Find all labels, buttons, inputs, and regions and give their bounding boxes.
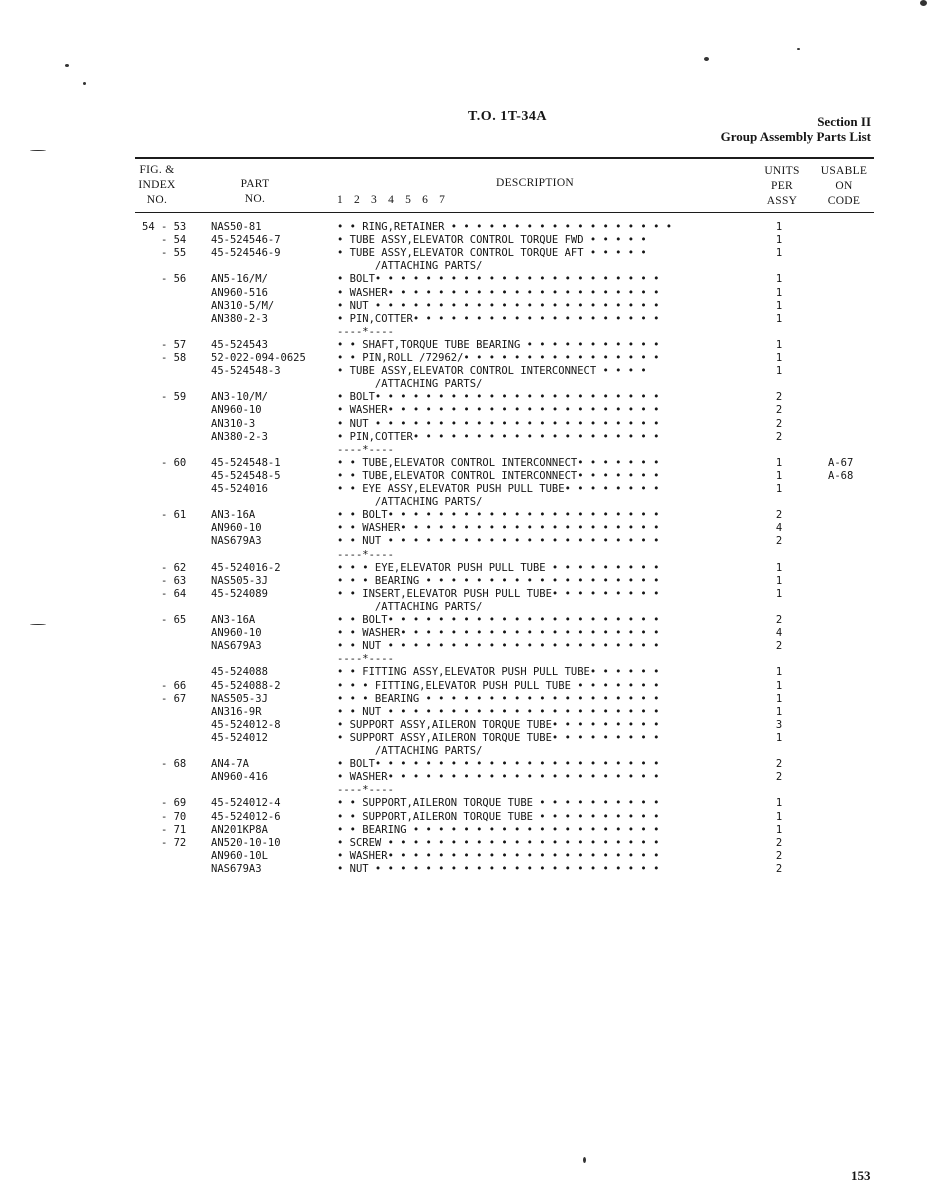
part-number: AN3-16A <box>211 509 256 522</box>
part-number: 45-524016-2 <box>211 561 281 574</box>
index-number: - 63 <box>142 574 187 587</box>
description: • WASHER• • • • • • • • • • • • • • • • • • • • • • <box>337 849 660 862</box>
part-number: 45-524088-2 <box>211 679 281 692</box>
description: • • • BEARING • • • • • • • • • • • • • • • • • • • <box>337 574 660 587</box>
part-number: 45-524088 <box>211 666 268 679</box>
table-row <box>0 824 927 837</box>
part-number: 45-524546-9 <box>211 247 281 260</box>
units-per-assy: 2 <box>775 640 783 653</box>
units-per-assy: 2 <box>775 862 783 875</box>
units-per-assy: 1 <box>775 234 783 247</box>
description: • TUBE ASSY,ELEVATOR CONTROL TORQUE AFT • • • • • <box>337 247 647 260</box>
index-number: - 59 <box>142 391 187 404</box>
part-number: AN4-7A <box>211 758 249 771</box>
units-per-assy: 2 <box>775 836 783 849</box>
column-header-usable <box>815 164 873 209</box>
document-number: T.O. 1T-34A <box>468 109 548 124</box>
part-number: 45-524089 <box>211 587 268 600</box>
units-per-assy: 2 <box>775 509 783 522</box>
part-number: AN201KP8A <box>211 823 268 836</box>
part-number: AN960-516 <box>211 286 268 299</box>
description: • SUPPORT ASSY,AILERON TORQUE TUBE• • • • • • • • • <box>337 731 660 744</box>
table-row <box>0 287 927 300</box>
units-per-assy: 1 <box>775 352 783 364</box>
table-row <box>0 457 927 470</box>
units-per-assy: 1 <box>775 574 783 587</box>
description: • • • EYE,ELEVATOR PUSH PULL TUBE • • • • • • • • • <box>337 561 660 574</box>
part-number: NAS679A3 <box>211 640 262 653</box>
description: • NUT • • • • • • • • • • • • • • • • • • • • • • • <box>337 417 660 430</box>
units-per-assy: 1 <box>775 299 783 312</box>
part-number: AN960-10 <box>211 627 262 640</box>
description: • • SHAFT,TORQUE TUBE BEARING • • • • • • • • • • • <box>337 338 660 351</box>
table-row <box>0 273 927 286</box>
column-header-units-line2: PER <box>771 180 793 192</box>
usable-on-code: A-68 <box>828 469 854 482</box>
index-number: - 68 <box>142 758 187 771</box>
part-number: 45-524548-5 <box>211 469 281 482</box>
table-row <box>0 837 927 850</box>
units-per-assy: 4 <box>775 627 783 640</box>
column-header-fig-line3: NO. <box>146 194 168 206</box>
description: • • NUT • • • • • • • • • • • • • • • • • • • • • • <box>337 705 660 718</box>
column-header-indent-levels: 1 2 3 4 5 6 7 <box>337 194 450 206</box>
usable-on-code: A-67 <box>828 456 854 469</box>
description: ----*---- <box>337 548 394 561</box>
table-row <box>0 234 927 247</box>
table-row <box>0 313 927 326</box>
description: • • SUPPORT,AILERON TORQUE TUBE • • • • • • • • • • <box>337 810 660 823</box>
description: • • BEARING • • • • • • • • • • • • • • • • • • • • <box>337 823 660 836</box>
index-number: - 56 <box>142 273 187 286</box>
description: • TUBE ASSY,ELEVATOR CONTROL INTERCONNECT • • • • <box>337 365 647 378</box>
units-per-assy: 2 <box>775 771 783 784</box>
table-row <box>0 418 927 431</box>
table-row <box>0 509 927 522</box>
units-per-assy: 1 <box>775 365 783 378</box>
scan-speck <box>704 57 709 61</box>
description: • BOLT• • • • • • • • • • • • • • • • • • • • • • • <box>337 391 660 404</box>
part-number: NAS505-3J <box>211 692 268 705</box>
column-header-fig-line1: FIG. & <box>139 164 175 176</box>
index-number: - 66 <box>142 679 187 692</box>
part-number: AN3-16A <box>211 614 256 626</box>
part-number: NAS505-3J <box>211 574 268 587</box>
description: • • INSERT,ELEVATOR PUSH PULL TUBE• • • • • • • • • <box>337 587 660 600</box>
description: /ATTACHING PARTS/ <box>337 600 483 613</box>
description: • • SUPPORT,AILERON TORQUE TUBE • • • • • • • • • • <box>337 797 660 810</box>
index-number: - 70 <box>142 810 187 823</box>
part-number: AN380-2-3 <box>211 312 268 325</box>
description: ----*---- <box>337 443 394 456</box>
description: • • TUBE,ELEVATOR CONTROL INTERCONNECT• • • • • • • <box>337 469 660 482</box>
column-header-fig <box>132 163 182 208</box>
page-number: 153 <box>851 1168 871 1183</box>
part-number: AN960-10 <box>211 404 262 417</box>
part-number: NAS679A3 <box>211 535 262 548</box>
part-number: NAS679A3 <box>211 862 262 875</box>
table-row <box>0 562 927 575</box>
table-row <box>0 706 927 719</box>
column-header-part-line1: PART <box>240 178 270 190</box>
table-row <box>0 247 927 260</box>
units-per-assy: 2 <box>775 614 783 626</box>
table-row <box>0 522 927 535</box>
index-number: - 60 <box>142 456 187 469</box>
units-per-assy: 2 <box>775 391 783 404</box>
scan-speck <box>30 150 46 151</box>
units-per-assy: 1 <box>775 338 783 351</box>
description: • • RING,RETAINER • • • • • • • • • • • • • • • • • • <box>337 221 673 233</box>
part-number: AN960-10L <box>211 849 268 862</box>
description: ----*---- <box>337 653 394 666</box>
index-number: 54 - 53 <box>142 221 187 233</box>
column-header-part <box>225 177 285 207</box>
header-rule <box>135 212 874 213</box>
units-per-assy: 1 <box>775 561 783 574</box>
description: • PIN,COTTER• • • • • • • • • • • • • • • • • • • • <box>337 312 660 325</box>
index-number: - 69 <box>142 797 187 810</box>
description: • • TUBE,ELEVATOR CONTROL INTERCONNECT• • • • • • • <box>337 456 660 469</box>
table-row <box>0 719 927 732</box>
table-row <box>0 391 927 404</box>
table-row <box>0 745 927 758</box>
column-header-usable-line3: CODE <box>827 195 861 207</box>
table-row <box>0 811 927 824</box>
description: /ATTACHING PARTS/ <box>337 260 483 273</box>
part-number: 45-524548-1 <box>211 456 281 469</box>
table-row <box>0 863 927 876</box>
part-number: 52-022-094-0625 <box>211 352 306 364</box>
description: /ATTACHING PARTS/ <box>337 378 483 391</box>
index-number: - 55 <box>142 247 187 260</box>
top-rule <box>135 157 874 159</box>
part-number: AN960-10 <box>211 522 262 535</box>
units-per-assy: 1 <box>775 679 783 692</box>
part-number: AN3-10/M/ <box>211 391 268 404</box>
description: • WASHER• • • • • • • • • • • • • • • • • • • • • • <box>337 404 660 417</box>
index-number: - 72 <box>142 836 187 849</box>
description: /ATTACHING PARTS/ <box>337 496 483 509</box>
units-per-assy: 1 <box>775 469 783 482</box>
table-row <box>0 470 927 483</box>
description: • • PIN,ROLL /72962/• • • • • • • • • • • • • • • • <box>337 352 660 364</box>
units-per-assy: 1 <box>775 286 783 299</box>
table-row <box>0 850 927 863</box>
scan-speck <box>583 1157 586 1163</box>
units-per-assy: 1 <box>775 587 783 600</box>
table-row <box>0 680 927 693</box>
description: • WASHER• • • • • • • • • • • • • • • • • • • • • • <box>337 771 660 784</box>
part-number: AN960-416 <box>211 771 268 784</box>
column-header-fig-line2: INDEX <box>138 179 176 191</box>
description: ----*---- <box>337 784 394 797</box>
index-number: - 54 <box>142 234 187 247</box>
table-row <box>0 693 927 706</box>
description: /ATTACHING PARTS/ <box>337 745 483 757</box>
units-per-assy: 4 <box>775 522 783 535</box>
units-per-assy: 2 <box>775 417 783 430</box>
table-row <box>0 365 927 378</box>
table-row <box>0 483 927 496</box>
table-row <box>0 300 927 313</box>
units-per-assy: 2 <box>775 404 783 417</box>
units-per-assy: 3 <box>775 718 783 731</box>
part-number: 45-524016 <box>211 483 268 495</box>
description: • PIN,COTTER• • • • • • • • • • • • • • • • • • • • <box>337 430 660 443</box>
description: • SCREW • • • • • • • • • • • • • • • • • • • • • • <box>337 836 660 849</box>
units-per-assy: 1 <box>775 810 783 823</box>
description: • • NUT • • • • • • • • • • • • • • • • • • • • • • <box>337 640 660 653</box>
table-row <box>0 221 927 234</box>
column-header-usable-line1: USABLE <box>820 165 868 177</box>
table-row <box>0 326 927 339</box>
units-per-assy: 2 <box>775 535 783 548</box>
column-header-units-line1: UNITS <box>764 165 800 177</box>
description: • • WASHER• • • • • • • • • • • • • • • • • • • • • <box>337 627 660 640</box>
part-number: AN5-16/M/ <box>211 273 268 286</box>
description: • • NUT • • • • • • • • • • • • • • • • • • • • • • <box>337 535 660 548</box>
table-row <box>0 588 927 601</box>
description: ----*---- <box>337 325 394 338</box>
table-row <box>0 339 927 352</box>
column-header-usable-line2: ON <box>835 180 853 192</box>
description: • WASHER• • • • • • • • • • • • • • • • • • • • • • <box>337 286 660 299</box>
units-per-assy: 1 <box>775 797 783 810</box>
scan-speck <box>83 82 86 85</box>
table-row <box>0 640 927 653</box>
index-number: - 64 <box>142 587 187 600</box>
description: • • BOLT• • • • • • • • • • • • • • • • • • • • • • <box>337 509 660 522</box>
part-number: AN520-10-10 <box>211 836 281 849</box>
scan-speck <box>920 0 927 6</box>
table-row <box>0 797 927 810</box>
table-row <box>0 535 927 548</box>
table-row <box>0 444 927 457</box>
units-per-assy: 1 <box>775 247 783 260</box>
table-row <box>0 732 927 745</box>
part-number: 45-524012-8 <box>211 718 281 731</box>
table-row <box>0 666 927 679</box>
units-per-assy: 1 <box>775 666 783 679</box>
table-row <box>0 378 927 391</box>
index-number: - 58 <box>142 352 187 364</box>
table-row <box>0 601 927 614</box>
scan-speck <box>797 48 800 50</box>
description: • • EYE ASSY,ELEVATOR PUSH PULL TUBE• • • • • • • • <box>337 483 660 495</box>
table-row <box>0 496 927 509</box>
table-row <box>0 260 927 273</box>
part-number: AN380-2-3 <box>211 430 268 443</box>
description: • NUT • • • • • • • • • • • • • • • • • • • • • • • <box>337 299 660 312</box>
index-number: - 67 <box>142 692 187 705</box>
units-per-assy: 1 <box>775 731 783 744</box>
description: • • WASHER• • • • • • • • • • • • • • • • • • • • • <box>337 522 660 535</box>
table-row <box>0 575 927 588</box>
units-per-assy: 1 <box>775 221 783 233</box>
column-header-description: DESCRIPTION <box>495 177 575 189</box>
units-per-assy: 2 <box>775 758 783 771</box>
description: • • BOLT• • • • • • • • • • • • • • • • • • • • • • <box>337 614 660 626</box>
description: • NUT • • • • • • • • • • • • • • • • • • • • • • • <box>337 862 660 875</box>
description: • BOLT• • • • • • • • • • • • • • • • • • • • • • • <box>337 273 660 286</box>
units-per-assy: 1 <box>775 312 783 325</box>
table-row <box>0 614 927 627</box>
part-number: 45-524546-7 <box>211 234 281 247</box>
description: • • • BEARING • • • • • • • • • • • • • • • • • • • <box>337 692 660 705</box>
column-header-part-line2: NO. <box>244 193 266 205</box>
part-number: 45-524548-3 <box>211 365 281 378</box>
description: • BOLT• • • • • • • • • • • • • • • • • • • • • • • <box>337 758 660 771</box>
units-per-assy: 1 <box>775 273 783 286</box>
column-header-units <box>754 164 810 209</box>
description: • SUPPORT ASSY,AILERON TORQUE TUBE• • • • • • • • • <box>337 718 660 731</box>
description: • • FITTING ASSY,ELEVATOR PUSH PULL TUBE• • • • • • <box>337 666 660 679</box>
table-row <box>0 784 927 797</box>
part-number: AN310-3 <box>211 417 256 430</box>
scan-speck <box>65 64 69 67</box>
page-subtitle: Group Assembly Parts List <box>720 129 871 144</box>
units-per-assy: 2 <box>775 430 783 443</box>
units-per-assy: 1 <box>775 692 783 705</box>
units-per-assy: 1 <box>775 483 783 495</box>
units-per-assy: 1 <box>775 456 783 469</box>
table-row <box>0 653 927 666</box>
part-number: 45-524012-6 <box>211 810 281 823</box>
units-per-assy: 1 <box>775 705 783 718</box>
table-row <box>0 771 927 784</box>
table-row <box>0 758 927 771</box>
table-row <box>0 431 927 444</box>
index-number: - 65 <box>142 614 187 626</box>
section-label: Section II <box>817 114 871 129</box>
index-number: - 61 <box>142 509 187 522</box>
column-header-units-line3: ASSY <box>766 195 798 207</box>
table-row <box>0 549 927 562</box>
part-number: AN310-5/M/ <box>211 299 275 312</box>
description: • TUBE ASSY,ELEVATOR CONTROL TORQUE FWD • • • • • <box>337 234 647 247</box>
index-number: - 57 <box>142 338 187 351</box>
index-number: - 62 <box>142 561 187 574</box>
table-row <box>0 627 927 640</box>
part-number: NAS50-81 <box>211 221 262 233</box>
units-per-assy: 1 <box>775 823 783 836</box>
part-number: AN316-9R <box>211 705 262 718</box>
table-row <box>0 404 927 417</box>
index-number: - 71 <box>142 823 187 836</box>
part-number: 45-524543 <box>211 338 268 351</box>
table-row <box>0 352 927 365</box>
scan-speck <box>30 624 46 625</box>
part-number: 45-524012 <box>211 731 268 744</box>
part-number: 45-524012-4 <box>211 797 281 810</box>
description: • • • FITTING,ELEVATOR PUSH PULL TUBE • • • • • • • <box>337 679 660 692</box>
units-per-assy: 2 <box>775 849 783 862</box>
